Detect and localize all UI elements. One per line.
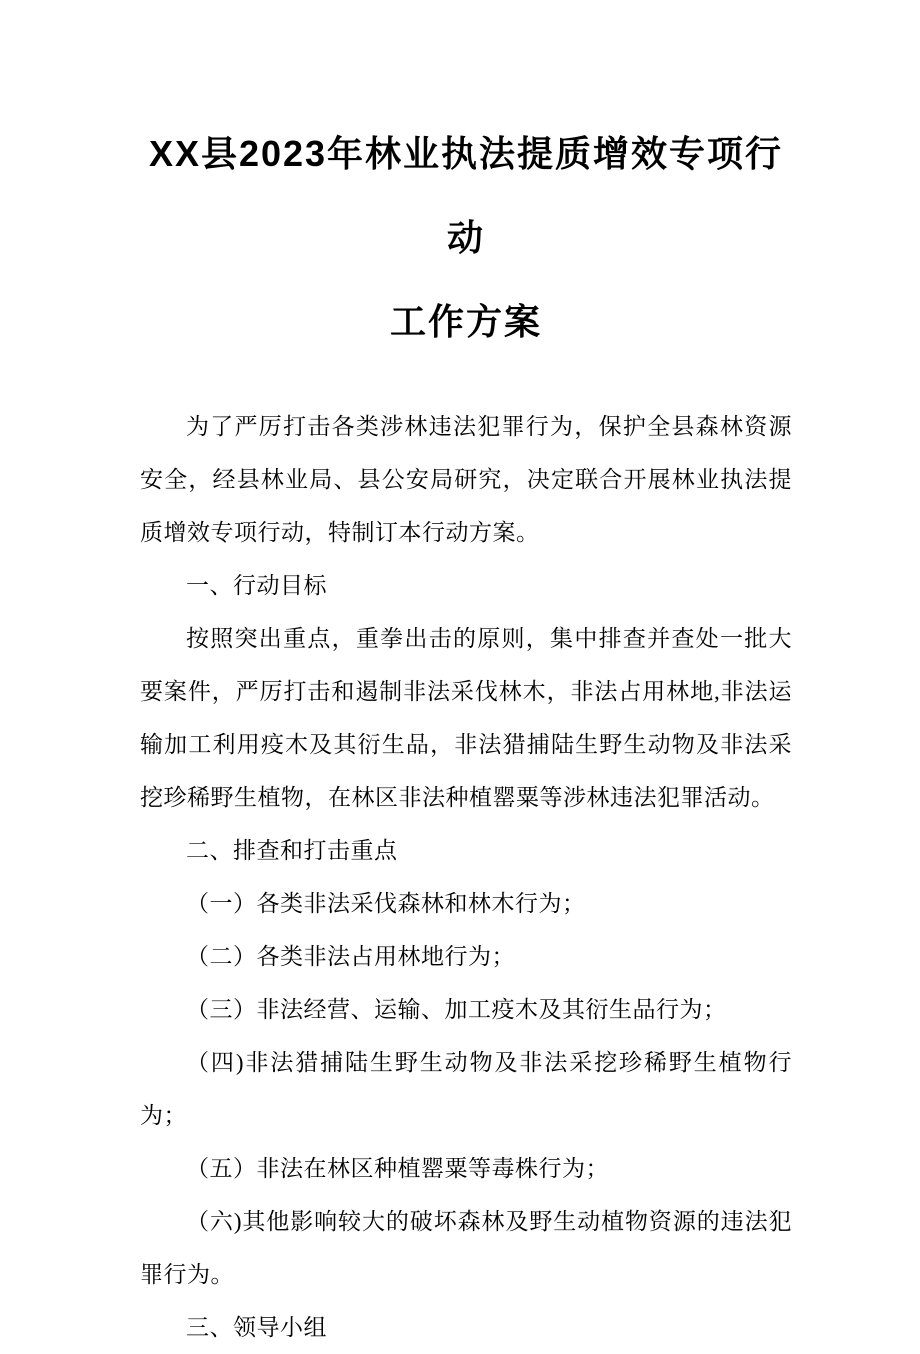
section-heading-key-targets: 二、排查和打击重点 [186, 838, 398, 863]
list-item-4: （四)非法猎捕陆生野生动物及非法采挖珍稀野生植物行为； [140, 1050, 792, 1128]
action-goal-paragraph: 按照突出重点，重拳出击的原则，集中排查并查处一批大要案件，严厉打击和遏制非法采伐林木，非法占用林地,非法运输加工利用疫木及其衍生品，非法猎捕陆生野生动物及非法采挖珍稀野生植物，在林区非法种植罂粟等涉林违法犯罪活动。 [140, 626, 792, 810]
section-heading-leading-group: 三、领导小组 [186, 1315, 327, 1340]
document-title-line-1: XX县2023年林业执法提质增效专项行动 [148, 133, 784, 258]
list-item-1: （一）各类非法采伐森林和林木行为； [186, 891, 586, 916]
section-heading-action-goal: 一、行动目标 [186, 573, 327, 598]
list-item-2: （二）各类非法占用林地行为； [186, 944, 515, 969]
document-title [140, 112, 792, 364]
list-item-3: （三）非法经营、运输、加工疫木及其衍生品行为； [186, 997, 727, 1022]
list-item-5: （五）非法在林区种植罂粟等毒株行为； [186, 1156, 609, 1181]
intro-paragraph: 为了严厉打击各类涉林违法犯罪行为，保护全县森林资源安全，经县林业局、县公安局研究，决定联合开展林业执法提质增效专项行动，特制订本行动方案。 [140, 414, 792, 545]
list-item-6: （六)其他影响较大的破坏森林及野生动植物资源的违法犯罪行为。 [140, 1209, 792, 1287]
document-title-line-2: 工作方案 [389, 301, 542, 342]
document-body [140, 400, 792, 1354]
